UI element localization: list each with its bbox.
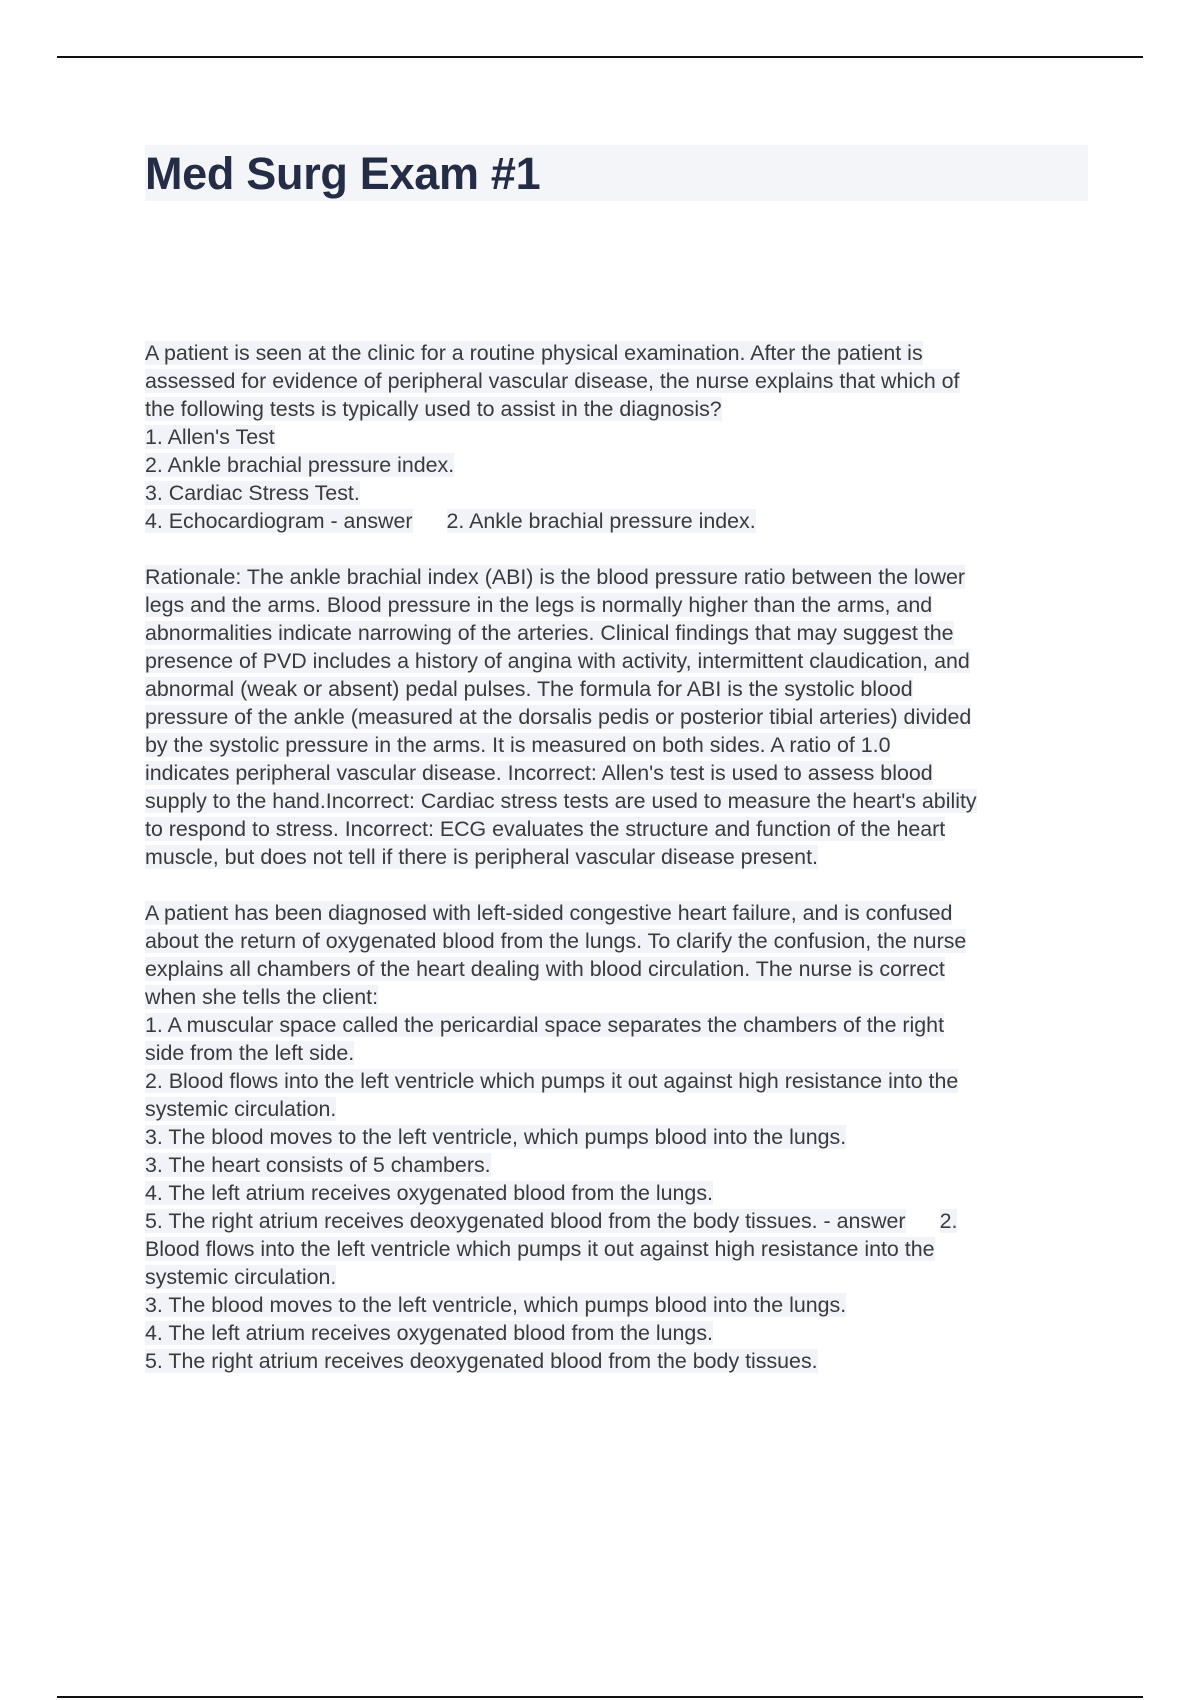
option-line: 1. A muscular space called the pericardial space separates the chambers of the right (145, 1013, 945, 1037)
option-line: 3. The heart consists of 5 chambers. (145, 1153, 491, 1177)
answer-line: 4. The left atrium receives oxygenated blood from the lungs. (145, 1321, 713, 1345)
answer-line: 3. The blood moves to the left ventricle, which pumps blood into the lungs. (145, 1293, 847, 1317)
answer-line: 4. Echocardiogram - answer 2. Ankle brachial pressure index. (145, 509, 756, 533)
text-line: about the return of oxygenated blood from the lungs. To clarify the confusion, the nurse (145, 929, 967, 953)
answer-line: systemic circulation. (145, 1265, 337, 1289)
option-line: side from the left side. (145, 1041, 355, 1065)
bottom-rule (57, 1696, 1143, 1698)
option-line: 3. Cardiac Stress Test. (145, 481, 360, 505)
text-line: legs and the arms. Blood pressure in the legs is normally higher than the arms, and (145, 593, 933, 617)
page-title: Med Surg Exam #1 (145, 148, 541, 199)
text-line: presence of PVD includes a history of angina with activity, intermittent claudication, and (145, 649, 970, 673)
document-body (145, 339, 1095, 1403)
text-line: assessed for evidence of peripheral vascular disease, the nurse explains that which of (145, 369, 960, 393)
text-line: A patient has been diagnosed with left-sided congestive heart failure, and is confused (145, 901, 953, 925)
text-line: abnormalities indicate narrowing of the arteries. Clinical findings that may suggest the (145, 621, 954, 645)
question-2 (145, 899, 1095, 1375)
top-rule (57, 56, 1143, 58)
text-line: A patient is seen at the clinic for a routine physical examination. After the patient is (145, 341, 923, 365)
text-line: abnormal (weak or absent) pedal pulses. The formula for ABI is the systolic blood (145, 677, 913, 701)
text-line: Rationale: The ankle brachial index (ABI) is the blood pressure ratio between the lower (145, 565, 966, 589)
text-line: pressure of the ankle (measured at the dorsalis pedis or posterior tibial arteries) divided (145, 705, 972, 729)
text-line: the following tests is typically used to assist in the diagnosis? (145, 397, 722, 421)
text-line: indicates peripheral vascular disease. Incorrect: Allen's test is used to assess blood (145, 761, 933, 785)
text-line: supply to the hand.Incorrect: Cardiac stress tests are used to measure the heart's ability (145, 789, 977, 813)
option-line: 2. Ankle brachial pressure index. (145, 453, 455, 477)
text-line: by the systolic pressure in the arms. It is measured on both sides. A ratio of 1.0 (145, 733, 891, 757)
text-line: explains all chambers of the heart dealing with blood circulation. The nurse is correct (145, 957, 945, 981)
text-line: muscle, but does not tell if there is peripheral vascular disease present. (145, 845, 818, 869)
answer-line: 5. The right atrium receives deoxygenated blood from the body tissues. (145, 1349, 818, 1373)
text-line: to respond to stress. Incorrect: ECG evaluates the structure and function of the heart (145, 817, 946, 841)
rationale-1 (145, 563, 1095, 871)
option-line: 1. Allen's Test (145, 425, 275, 449)
option-line: 2. Blood flows into the left ventricle which pumps it out against high resistance into the (145, 1069, 959, 1093)
answer-line: 5. The right atrium receives deoxygenated blood from the body tissues. - answer 2. (145, 1209, 958, 1233)
option-line: 3. The blood moves to the left ventricle, which pumps blood into the lungs. (145, 1125, 847, 1149)
answer-text: 2. (939, 1209, 958, 1233)
option-line: systemic circulation. (145, 1097, 337, 1121)
text-line: when she tells the client: (145, 985, 379, 1009)
option-line: 4. The left atrium receives oxygenated blood from the lungs. (145, 1181, 713, 1205)
answer-line: Blood flows into the left ventricle which pumps it out against high resistance into the (145, 1237, 935, 1261)
question-1 (145, 339, 1095, 535)
answer-text: 2. Ankle brachial pressure index. (446, 509, 756, 533)
